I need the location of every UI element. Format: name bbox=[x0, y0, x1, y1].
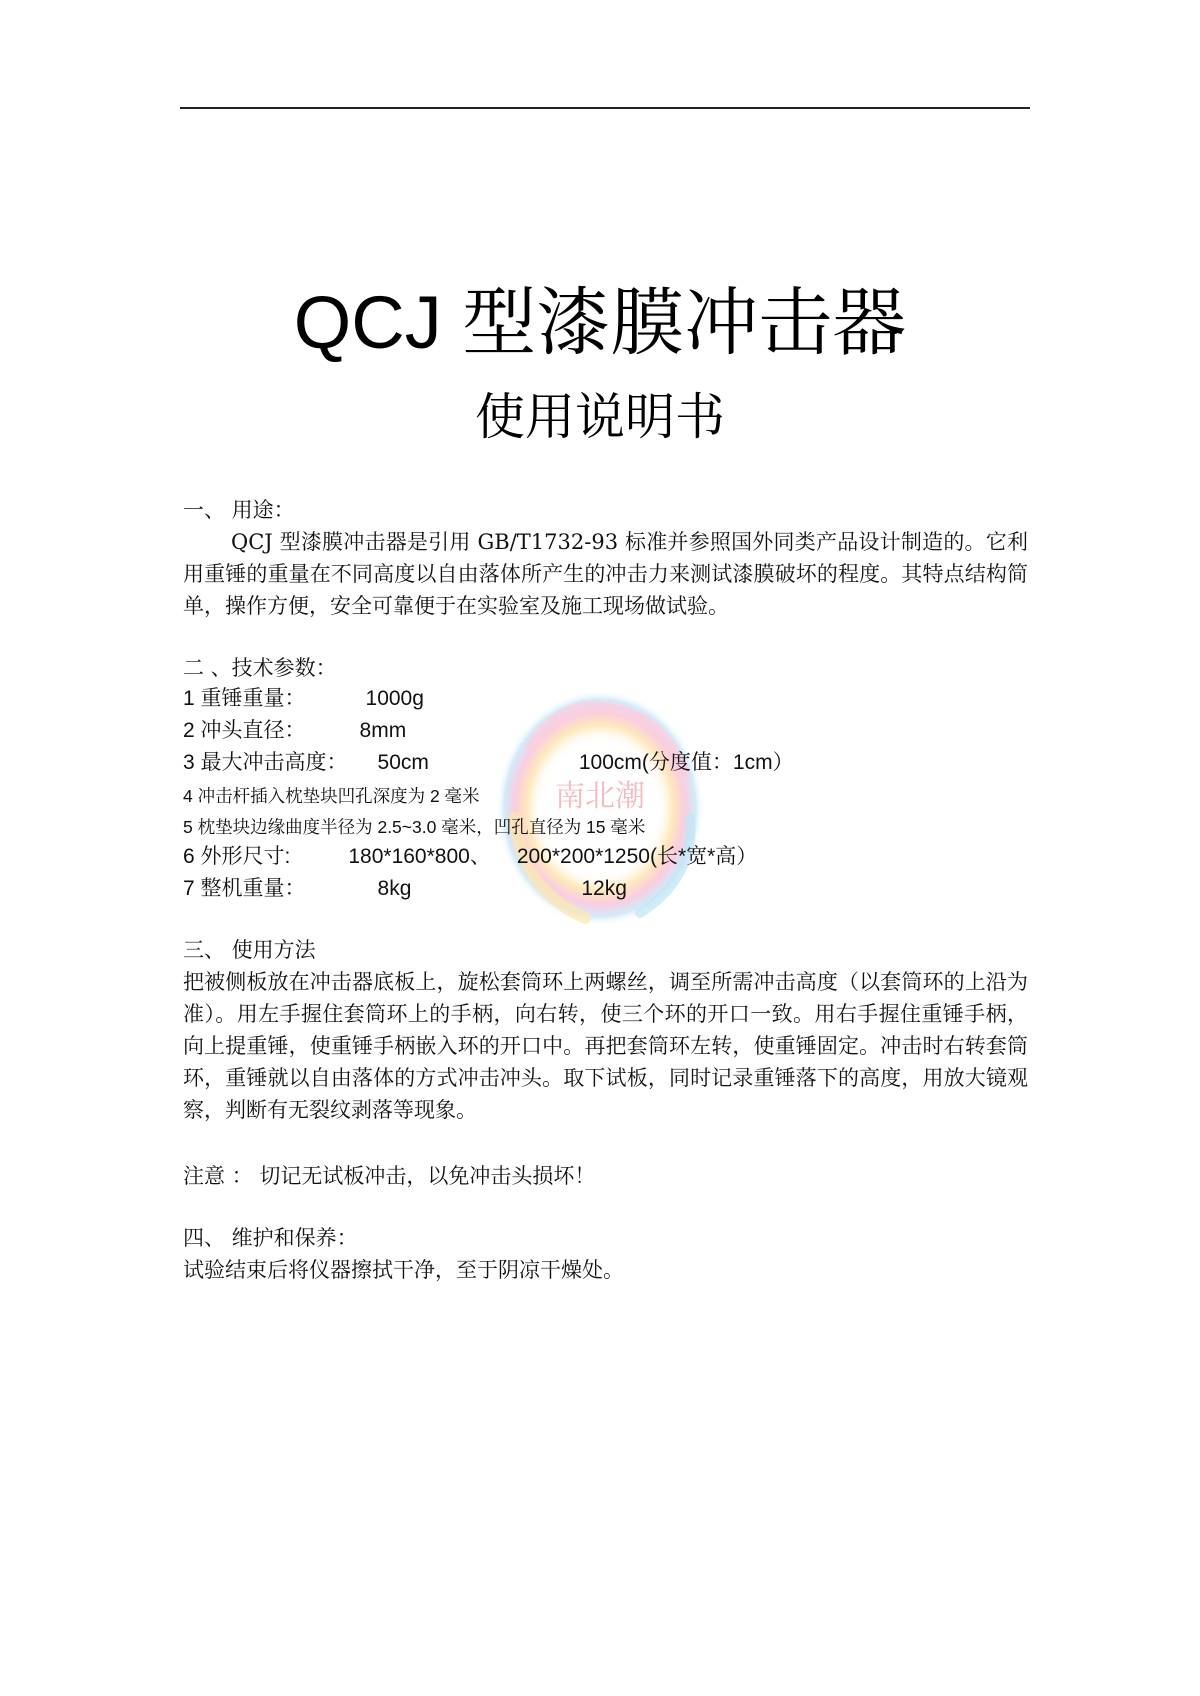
section-maintenance-heading: 四、 维护和保养： bbox=[183, 1226, 358, 1250]
document-title: QCJ 型漆膜冲击器 bbox=[293, 281, 907, 364]
spec-label: 7 整机重量： bbox=[183, 877, 306, 900]
spec-value: 1000g bbox=[365, 687, 424, 710]
spec-item-machine-weight bbox=[183, 874, 627, 904]
spec-label: 3 最大冲击高度： bbox=[183, 751, 348, 774]
section-method-heading: 三、 使用方法 bbox=[183, 938, 316, 962]
spec-value: 8kg bbox=[377, 877, 412, 900]
safety-note: 注意 ： 切记无试板冲击，以免冲击头损坏！ bbox=[183, 1164, 596, 1188]
spec-value: 180*160*800、 bbox=[348, 845, 491, 868]
header-rule bbox=[180, 107, 1030, 109]
spec-label: 1 重锤重量： bbox=[183, 687, 306, 710]
section-usage-heading: 一、 用途： bbox=[183, 498, 295, 522]
section-specs-heading: 二 、技术参数： bbox=[183, 656, 337, 680]
spec-value-2: 100cm(分度值：1cm） bbox=[578, 751, 794, 774]
section-method-body: 把被侧板放在冲击器底板上，旋松套筒环上两螺丝，调至所需冲击高度（以套筒环的上沿为准）。用左手握住套筒环上的手柄，向右转，使三个环的开口一致。用右手握住重锤手柄，向上提重锤，使重锤手柄嵌入环的开口中。再把套筒环左转，使重锤固定。冲击时右转套筒环，重锤就以自由落体的方式冲击冲头。取下试板，同时记录重锤落下的高度，用放大镜观察，判断有无裂纹剥落等现象。 bbox=[183, 970, 1028, 1122]
document-subtitle: 使用说明书 bbox=[475, 388, 725, 446]
spec-label: 2 冲头直径： bbox=[183, 719, 306, 742]
section-maintenance-body: 试验结束后将仪器擦拭干净，至于阴凉干燥处。 bbox=[183, 1258, 624, 1282]
watermark-text: 南北潮 bbox=[555, 779, 645, 814]
spec-value: 50cm bbox=[377, 751, 429, 774]
spec-item-dimensions bbox=[183, 842, 757, 872]
section-usage-body: QCJ 型漆膜冲击器是引用 GB/T1732-93 标准并参照国外同类产品设计制造的。它利用重锤的重量在不同高度以自由落体所产生的冲击力来测试漆膜破坏的程度。其特点结构简单，操作方便，安全可靠便于在实验室及施工现场做试验。 bbox=[183, 530, 1028, 618]
spec-label: 6 外形尺寸: bbox=[183, 845, 291, 868]
spec-item-pad-radius: 5 枕垫块边缘曲度半径为 2.5~3.0 毫米，凹孔直径为 15 毫米 bbox=[183, 817, 646, 837]
spec-value: 8mm bbox=[359, 719, 407, 742]
spec-value-2: 200*200*1250(长*宽*高） bbox=[516, 845, 758, 868]
spec-item-insert-depth: 4 冲击杆插入枕垫块凹孔深度为 2 毫米 bbox=[183, 786, 480, 806]
spec-item-max-height bbox=[183, 748, 794, 778]
spec-item-punch-diameter bbox=[183, 716, 406, 746]
spec-value-2: 12kg bbox=[581, 877, 627, 900]
spec-item-weight bbox=[183, 684, 424, 714]
